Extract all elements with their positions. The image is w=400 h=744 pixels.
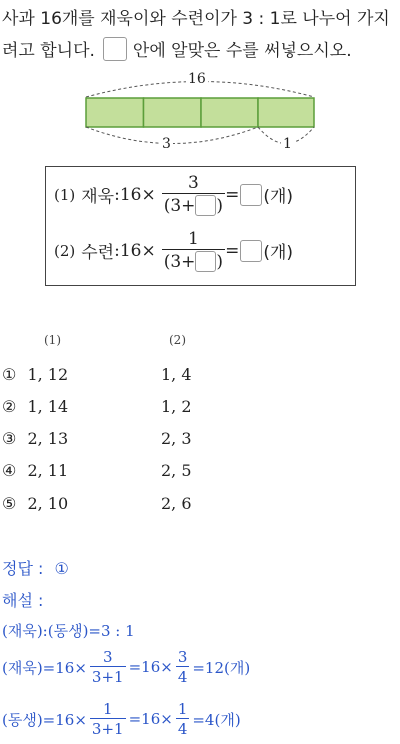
choice-2-mark: ② xyxy=(2,397,17,416)
explanation-line-2-fraction-2 xyxy=(176,648,190,686)
choice-1-a: 1, 12 xyxy=(27,365,69,384)
choice-4-mark: ④ xyxy=(2,461,17,480)
bar-segment xyxy=(144,98,202,127)
equation-1-lead: :16× xyxy=(114,184,156,205)
blank-box-icon xyxy=(195,251,216,272)
bar-segment xyxy=(86,98,144,127)
equation-1-fraction xyxy=(162,173,225,216)
equation-1-den-start: (3+ xyxy=(163,195,196,216)
question-line-2-end: 안에 알맞은 수를 써넣으시오. xyxy=(132,41,352,61)
fraction-denominator: 4 xyxy=(177,720,188,738)
explanation-line-3-mid: =16× xyxy=(128,710,173,728)
equation-box xyxy=(45,166,356,286)
explanation-line-3-fraction-1 xyxy=(90,700,126,738)
fraction-numerator: 1 xyxy=(177,700,188,718)
choice-4[interactable] xyxy=(2,461,68,480)
fraction-numerator: 3 xyxy=(177,648,188,666)
answer-value: ① xyxy=(54,559,69,578)
choice-5[interactable] xyxy=(2,494,68,513)
equation-1 xyxy=(54,173,293,216)
choice-3[interactable] xyxy=(2,429,68,448)
choice-3-mark: ③ xyxy=(2,429,17,448)
equation-1-numerator: 3 xyxy=(187,173,199,193)
equation-2-den-end: ) xyxy=(216,251,224,272)
explanation-line-3-fraction-2 xyxy=(176,700,190,738)
left-label: 3 xyxy=(162,136,171,152)
equation-2-unit: (개) xyxy=(263,243,293,263)
equation-2-name: 수련 xyxy=(81,243,115,263)
choice-3-b: 2, 3 xyxy=(161,429,192,448)
equation-2-tag: (2) xyxy=(54,241,76,260)
choice-4-b: 2, 5 xyxy=(161,461,192,480)
explanation-line-2-pre: (재욱)=16× xyxy=(2,658,87,677)
explanation-line-2 xyxy=(2,648,250,686)
fraction-denominator: 3+1 xyxy=(91,668,124,686)
choice-1[interactable] xyxy=(2,365,68,384)
bar-segment xyxy=(258,98,314,127)
question-line-1: 사과 16개를 재욱이와 수련이가 3 : 1로 나누어 가지 xyxy=(2,9,390,29)
choice-5-b: 2, 6 xyxy=(161,494,192,513)
choice-1-b: 1, 4 xyxy=(161,365,192,384)
total-label: 16 xyxy=(188,71,206,87)
equation-1-tag: (1) xyxy=(54,185,76,204)
choice-2[interactable] xyxy=(2,397,68,416)
right-label: 1 xyxy=(283,136,292,152)
fraction-denominator: 4 xyxy=(177,668,188,686)
choice-3-a: 2, 13 xyxy=(27,429,69,448)
choice-5-mark: ⑤ xyxy=(2,494,17,513)
explanation-line-2-mid: =16× xyxy=(128,658,173,676)
explanation-line-3-pre: (동생)=16× xyxy=(2,710,87,729)
fraction-denominator: 3+1 xyxy=(91,720,124,738)
choices-header-col1: (1) xyxy=(44,333,61,347)
equation-2-lead: :16× xyxy=(114,240,156,261)
choices-header-col2: (2) xyxy=(169,333,186,347)
explanation-line-2-post: =12(개) xyxy=(192,658,251,677)
choice-2-a: 1, 14 xyxy=(27,397,69,416)
choice-1-mark: ① xyxy=(2,365,17,384)
equation-1-unit: (개) xyxy=(263,187,293,207)
equation-1-equals: = xyxy=(225,184,240,205)
choice-2-b: 1, 2 xyxy=(161,397,192,416)
fraction-numerator: 3 xyxy=(102,648,113,666)
equation-2 xyxy=(54,229,293,272)
equation-2-denominator xyxy=(162,249,225,272)
equation-1-den-end: ) xyxy=(216,195,224,216)
equation-1-denominator xyxy=(162,193,225,216)
explanation-line-3-post: =4(개) xyxy=(192,710,241,729)
blank-box-icon xyxy=(195,195,216,216)
explanation-line-3 xyxy=(2,700,241,738)
equation-1-name: 재욱 xyxy=(81,187,115,207)
choice-5-a: 2, 10 xyxy=(27,494,69,513)
choice-4-a: 2, 11 xyxy=(27,461,69,480)
explanation-label: 해설 : xyxy=(2,591,44,610)
answer-label: 정답 : xyxy=(2,559,44,578)
equation-2-fraction xyxy=(162,229,225,272)
explanation-line-1: (재욱):(동생)=3 : 1 xyxy=(2,622,135,640)
equation-2-equals: = xyxy=(225,240,240,261)
bar-segment xyxy=(201,98,258,127)
equation-2-numerator: 1 xyxy=(187,229,199,249)
question-line-2-start: 려고 합니다. xyxy=(2,41,95,61)
blank-box-icon xyxy=(240,240,262,262)
equation-2-den-start: (3+ xyxy=(163,251,196,272)
blank-box-icon xyxy=(240,184,262,206)
explanation-line-2-fraction-1 xyxy=(90,648,126,686)
answer xyxy=(2,556,69,579)
fraction-numerator: 1 xyxy=(102,700,113,718)
